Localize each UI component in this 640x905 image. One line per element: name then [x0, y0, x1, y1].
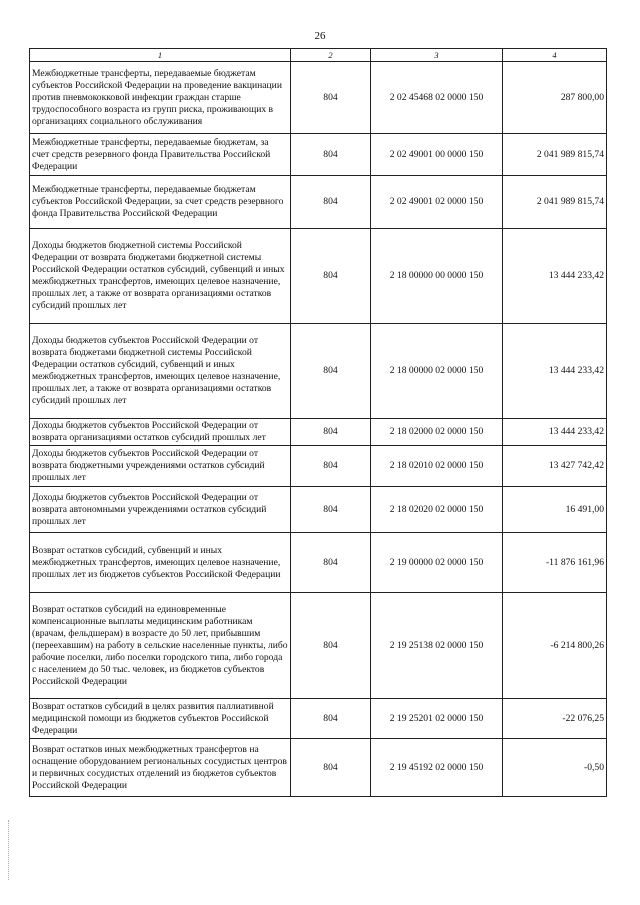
row-amount: 13 444 233,42 — [503, 324, 607, 419]
page-number: 26 — [314, 30, 326, 42]
row-admin-code: 804 — [291, 419, 371, 446]
row-amount: 13 427 742,42 — [503, 446, 607, 487]
row-amount: 2 041 989 815,74 — [503, 134, 607, 176]
column-header-3: 3 — [371, 49, 503, 62]
table-row — [30, 176, 607, 229]
row-budget-code: 2 18 02010 02 0000 150 — [371, 446, 503, 487]
row-admin-code: 804 — [291, 134, 371, 176]
table-row — [30, 419, 607, 446]
row-amount: 287 800,00 — [503, 62, 607, 134]
budget-table — [29, 48, 607, 797]
row-budget-code: 2 18 02000 02 0000 150 — [371, 419, 503, 446]
row-budget-code: 2 18 00000 00 0000 150 — [371, 229, 503, 324]
row-name: Возврат остатков субсидий, субвенций и иных межбюджетных трансфертов, имеющих целевое назначение, прошлых лет из бюджетов субъектов Российской Федерации — [30, 533, 291, 593]
row-name: Межбюджетные трансферты, передаваемые бюджетам субъектов Российской Федерации, за счет средств резервного фонда Правительства Российской Федерации — [30, 176, 291, 229]
row-admin-code: 804 — [291, 176, 371, 229]
row-amount: 2 041 989 815,74 — [503, 176, 607, 229]
row-name: Доходы бюджетов субъектов Российской Федерации от возврата бюджетами бюджетной системы Российской Федерации остатков субсидий, субвенций и иных межбюджетных трансфертов, имеющих целевое назначение, прошлых лет, а также от возврата организациями остатков субсидий прошлых лет — [30, 324, 291, 419]
scan-margin-artifact — [8, 820, 10, 880]
row-name: Доходы бюджетов субъектов Российской Федерации от возврата организациями остатков субсидий прошлых лет — [30, 419, 291, 446]
row-admin-code: 804 — [291, 699, 371, 739]
row-name: Возврат остатков субсидий в целях развития паллиативной медицинской помощи из бюджетов субъектов Российской Федерации — [30, 699, 291, 739]
table-row — [30, 134, 607, 176]
table-row — [30, 487, 607, 533]
row-amount: 13 444 233,42 — [503, 419, 607, 446]
table-row — [30, 229, 607, 324]
row-budget-code: 2 02 45468 02 0000 150 — [371, 62, 503, 134]
row-budget-code: 2 19 25138 02 0000 150 — [371, 593, 503, 699]
row-amount: -0,50 — [503, 739, 607, 797]
row-name: Межбюджетные трансферты, передаваемые бюджетам субъектов Российской Федерации на проведение вакцинации против пневмококковой инфекции граждан старше трудоспособного возраста из групп риска, проживающих в организациях социального обслуживания — [30, 62, 291, 134]
row-admin-code: 804 — [291, 487, 371, 533]
row-admin-code: 804 — [291, 593, 371, 699]
row-name: Межбюджетные трансферты, передаваемые бюджетам, за счет средств резервного фонда Правительства Российской Федерации — [30, 134, 291, 176]
row-budget-code: 2 19 00000 02 0000 150 — [371, 533, 503, 593]
row-name: Доходы бюджетов субъектов Российской Федерации от возврата бюджетными учреждениями остатков субсидий прошлых лет — [30, 446, 291, 487]
row-budget-code: 2 18 02020 02 0000 150 — [371, 487, 503, 533]
row-name: Возврат остатков иных межбюджетных трансфертов на оснащение оборудованием региональных сосудистых центров и первичных сосудистых отделений из бюджетов субъектов Российской Федерации — [30, 739, 291, 797]
row-budget-code: 2 18 00000 02 0000 150 — [371, 324, 503, 419]
table-row — [30, 533, 607, 593]
table-row — [30, 446, 607, 487]
row-name: Возврат остатков субсидий на единовременные компенсационные выплаты медицинским работникам (врачам, фельдшерам) в возрасте до 50 лет, прибывшим (переехавшим) на работу в сельские населенные пункты, либо рабочие поселки, либо поселки городского типа, либо города с населением до 50 тыс. человек, из бюджетов субъектов Российской Федерации — [30, 593, 291, 699]
table-row — [30, 62, 607, 134]
row-budget-code: 2 02 49001 02 0000 150 — [371, 176, 503, 229]
column-header-1: 1 — [30, 49, 291, 62]
table-row — [30, 324, 607, 419]
row-admin-code: 804 — [291, 446, 371, 487]
row-amount: -22 076,25 — [503, 699, 607, 739]
table-row — [30, 699, 607, 739]
row-amount: 13 444 233,42 — [503, 229, 607, 324]
table-header-row — [30, 49, 607, 62]
row-budget-code: 2 02 49001 00 0000 150 — [371, 134, 503, 176]
row-amount: -6 214 800,26 — [503, 593, 607, 699]
row-name: Доходы бюджетов субъектов Российской Федерации от возврата автономными учреждениями остатков субсидий прошлых лет — [30, 487, 291, 533]
table-row — [30, 593, 607, 699]
row-budget-code: 2 19 45192 02 0000 150 — [371, 739, 503, 797]
table-row — [30, 739, 607, 797]
row-amount: -11 876 161,96 — [503, 533, 607, 593]
row-admin-code: 804 — [291, 324, 371, 419]
row-admin-code: 804 — [291, 62, 371, 134]
row-amount: 16 491,00 — [503, 487, 607, 533]
row-budget-code: 2 19 25201 02 0000 150 — [371, 699, 503, 739]
column-header-4: 4 — [503, 49, 607, 62]
row-admin-code: 804 — [291, 533, 371, 593]
column-header-2: 2 — [291, 49, 371, 62]
row-admin-code: 804 — [291, 739, 371, 797]
row-admin-code: 804 — [291, 229, 371, 324]
row-name: Доходы бюджетов бюджетной системы Российской Федерации от возврата бюджетами бюджетной системы Российской Федерации остатков субсидий, субвенций и иных межбюджетных трансфертов, имеющих целевое назначение, прошлых лет, а также от возврата организациями остатков субсидий прошлых лет — [30, 229, 291, 324]
